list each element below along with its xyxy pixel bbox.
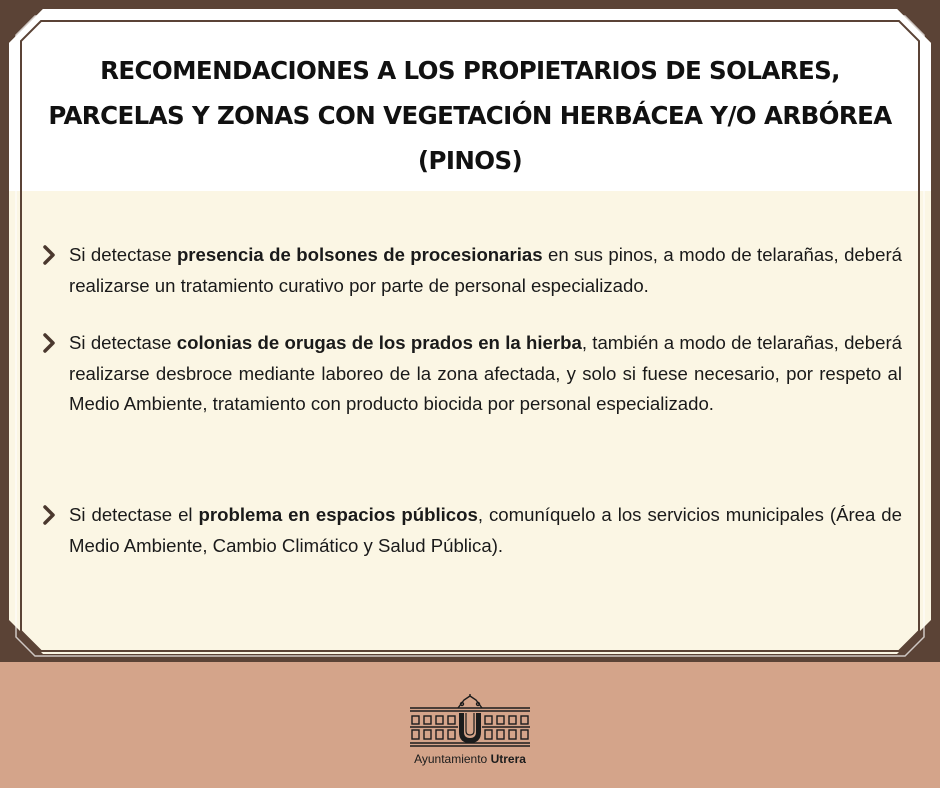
recommendation-item-3 <box>40 500 902 561</box>
ayuntamiento-logo <box>404 694 536 774</box>
chevron-right-icon <box>40 244 58 266</box>
recommendation-highlight: presencia de bolsones de procesionarias <box>176 244 543 265</box>
page-title <box>20 48 920 183</box>
logo-town-name: Utrera <box>490 752 526 766</box>
chevron-right-icon <box>40 332 58 354</box>
recommendation-text: Si detectase el problema en espacios públicos, comuníquelo a los servicios municipales (Área de Medio Ambiente, Cambio Climático y Salud Pública). <box>69 504 902 556</box>
recommendation-highlight: colonias de orugas de los prados en la hierba <box>176 332 582 353</box>
chevron-right-icon <box>40 504 58 526</box>
recommendation-text: Si detectase presencia de bolsones de procesionarias en sus pinos, a modo de telarañas, deberá realizarse un tratamiento curativo por parte de personal especializado. <box>69 244 902 296</box>
recommendation-item-2 <box>40 328 902 420</box>
recommendation-highlight: problema en espacios públicos <box>198 504 478 525</box>
title-line-3: (PINOS) <box>417 146 523 175</box>
title-line-2: PARCELAS Y ZONAS CON VEGETACIÓN HERBÁCEA Y/O ARBÓREA <box>48 101 892 130</box>
recommendation-item-1 <box>40 240 902 301</box>
title-line-1: RECOMENDACIONES A LOS PROPIETARIOS DE SOLARES, <box>100 56 840 85</box>
town-hall-emblem-icon <box>404 694 536 752</box>
logo-caption: Ayuntamiento Utrera <box>414 752 526 766</box>
recommendation-text: Si detectase colonias de orugas de los prados en la hierba, también a modo de telarañas, deberá realizarse desbroce mediante laboreo de la zona afectada, y solo si fuese necesario, por respeto al Medio Ambiente, tratamiento con producto biocida por personal especializado. <box>69 332 902 414</box>
